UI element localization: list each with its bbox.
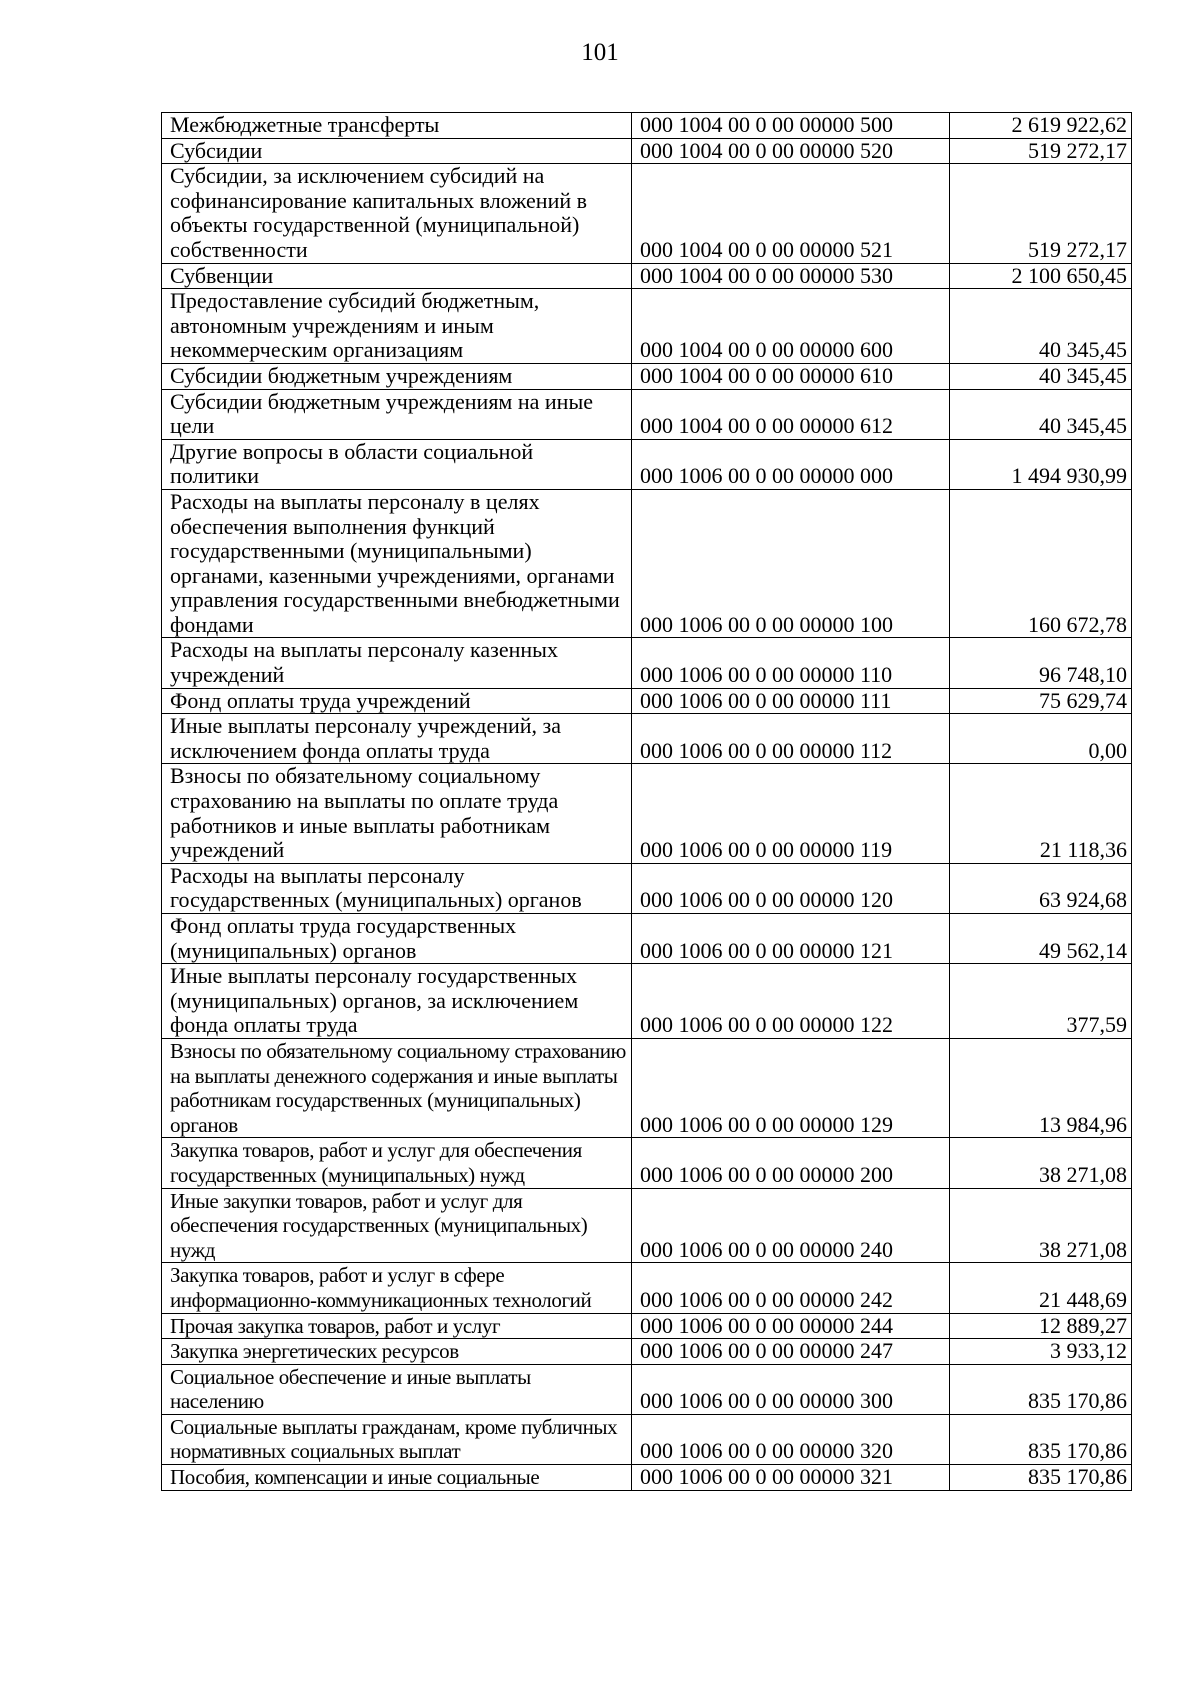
row-code: 000 1004 00 0 00 00000 521 [632,164,950,263]
table-row [162,1313,1132,1339]
row-name: Фонд оплаты труда учреждений [162,688,632,714]
row-name: Социальные выплаты гражданам, кроме публичных нормативных социальных выплат [162,1414,632,1464]
row-name: Субсидии бюджетным учреждениям [162,363,632,389]
table-row [162,1465,1132,1491]
row-name: Субсидии [162,138,632,164]
table-row [162,914,1132,964]
row-sum: 12 889,27 [950,1313,1132,1339]
row-name: Субсидии, за исключением субсидий на софинансирование капитальных вложений в объекты государственной (муниципальной) собственности [162,164,632,263]
row-code: 000 1006 00 0 00 00000 120 [632,863,950,913]
table-row [162,363,1132,389]
row-name: Субсидии бюджетным учреждениям на иные цели [162,389,632,439]
row-sum: 96 748,10 [950,638,1132,688]
table-row [162,863,1132,913]
row-name: Фонд оплаты труда государственных (муниципальных) органов [162,914,632,964]
row-name: Расходы на выплаты персоналу казенных учреждений [162,638,632,688]
table-row [162,764,1132,863]
row-name: Иные выплаты персоналу государственных (муниципальных) органов, за исключением фонда оплаты труда [162,964,632,1039]
row-name: Пособия, компенсации и иные социальные [162,1465,632,1491]
table-row [162,1263,1132,1313]
row-code: 000 1006 00 0 00 00000 119 [632,764,950,863]
row-code: 000 1006 00 0 00 00000 000 [632,439,950,489]
row-name: Субвенции [162,263,632,289]
table-row [162,638,1132,688]
row-code: 000 1006 00 0 00 00000 242 [632,1263,950,1313]
row-sum: 519 272,17 [950,138,1132,164]
row-name: Расходы на выплаты персоналу государственных (муниципальных) органов [162,863,632,913]
row-sum: 160 672,78 [950,489,1132,638]
table-row [162,263,1132,289]
row-code: 000 1006 00 0 00 00000 244 [632,1313,950,1339]
row-name: Прочая закупка товаров, работ и услуг [162,1313,632,1339]
table-row [162,389,1132,439]
row-name: Предоставление субсидий бюджетным, автономным учреждениям и иным некоммерческим организациям [162,289,632,364]
row-code: 000 1006 00 0 00 00000 112 [632,714,950,764]
table-row [162,439,1132,489]
row-sum: 1 494 930,99 [950,439,1132,489]
row-code: 000 1004 00 0 00 00000 612 [632,389,950,439]
row-sum: 835 170,86 [950,1364,1132,1414]
row-name: Другие вопросы в области социальной политики [162,439,632,489]
table-row [162,688,1132,714]
row-sum: 38 271,08 [950,1188,1132,1263]
row-sum: 21 118,36 [950,764,1132,863]
row-name: Закупка товаров, работ и услуг в сфере информационно-коммуникационных технологий [162,1263,632,1313]
row-sum: 2 100 650,45 [950,263,1132,289]
row-sum: 519 272,17 [950,164,1132,263]
table-row [162,289,1132,364]
row-sum: 835 170,86 [950,1414,1132,1464]
row-sum: 40 345,45 [950,289,1132,364]
table-row [162,714,1132,764]
row-sum: 835 170,86 [950,1465,1132,1491]
row-sum: 0,00 [950,714,1132,764]
table-row [162,1339,1132,1365]
row-name: Социальное обеспечение и иные выплаты населению [162,1364,632,1414]
row-sum: 40 345,45 [950,389,1132,439]
table-row [162,1414,1132,1464]
budget-table [161,112,1132,1491]
table-row [162,489,1132,638]
row-sum: 49 562,14 [950,914,1132,964]
budget-table-body [162,113,1132,1491]
page-number: 101 [581,39,619,66]
row-name: Межбюджетные трансферты [162,113,632,139]
row-code: 000 1006 00 0 00 00000 247 [632,1339,950,1365]
row-code: 000 1006 00 0 00 00000 240 [632,1188,950,1263]
row-code: 000 1006 00 0 00 00000 300 [632,1364,950,1414]
row-sum: 63 924,68 [950,863,1132,913]
row-name: Расходы на выплаты персоналу в целях обеспечения выполнения функций государственными (муниципальными) органами, казенными учреждениями, органами управления государственными внебюджетными фондами [162,489,632,638]
row-code: 000 1006 00 0 00 00000 121 [632,914,950,964]
table-row [162,1188,1132,1263]
row-code: 000 1004 00 0 00 00000 500 [632,113,950,139]
table-row [162,1364,1132,1414]
row-sum: 21 448,69 [950,1263,1132,1313]
row-name: Закупка товаров, работ и услуг для обеспечения государственных (муниципальных) нужд [162,1138,632,1188]
table-row [162,113,1132,139]
row-sum: 2 619 922,62 [950,113,1132,139]
table-row [162,964,1132,1039]
row-code: 000 1004 00 0 00 00000 530 [632,263,950,289]
row-name: Иные закупки товаров, работ и услуг для обеспечения государственных (муниципальных) нужд [162,1188,632,1263]
row-name: Закупка энергетических ресурсов [162,1339,632,1365]
row-sum: 75 629,74 [950,688,1132,714]
row-sum: 38 271,08 [950,1138,1132,1188]
row-name: Иные выплаты персоналу учреждений, за исключением фонда оплаты труда [162,714,632,764]
row-code: 000 1006 00 0 00 00000 111 [632,688,950,714]
row-sum: 3 933,12 [950,1339,1132,1365]
row-code: 000 1004 00 0 00 00000 520 [632,138,950,164]
table-row [162,138,1132,164]
row-sum: 377,59 [950,964,1132,1039]
table-row [162,1038,1132,1137]
row-name: Взносы по обязательному социальному страхованию на выплаты по оплате труда работников и иные выплаты работникам учреждений [162,764,632,863]
row-code: 000 1006 00 0 00 00000 110 [632,638,950,688]
row-sum: 40 345,45 [950,363,1132,389]
row-code: 000 1006 00 0 00 00000 321 [632,1465,950,1491]
table-row [162,164,1132,263]
row-code: 000 1006 00 0 00 00000 129 [632,1038,950,1137]
row-code: 000 1006 00 0 00 00000 200 [632,1138,950,1188]
row-code: 000 1006 00 0 00 00000 320 [632,1414,950,1464]
row-code: 000 1004 00 0 00 00000 610 [632,363,950,389]
row-code: 000 1006 00 0 00 00000 100 [632,489,950,638]
row-name: Взносы по обязательному социальному страхованию на выплаты денежного содержания и иные выплаты работникам государственных (муниципальных) органов [162,1038,632,1137]
row-sum: 13 984,96 [950,1038,1132,1137]
row-code: 000 1004 00 0 00 00000 600 [632,289,950,364]
row-code: 000 1006 00 0 00 00000 122 [632,964,950,1039]
table-row [162,1138,1132,1188]
